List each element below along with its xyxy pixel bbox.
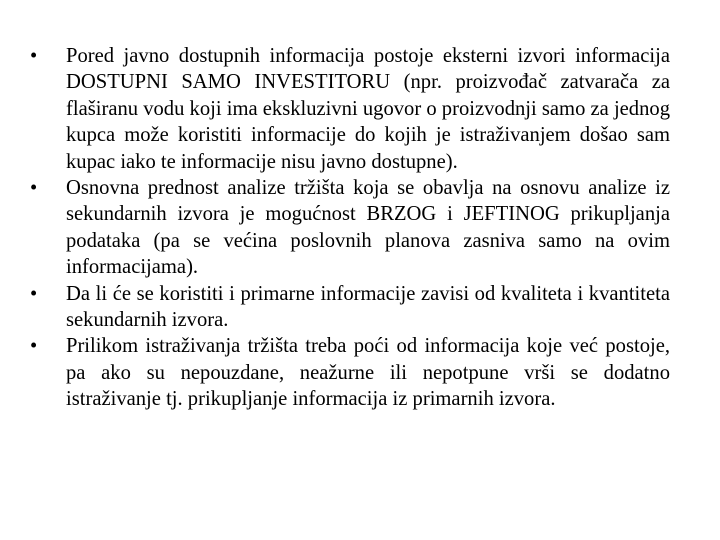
bullet-list: [30, 43, 670, 413]
bullet-item: [30, 175, 670, 281]
bullet-text: Da li će se koristiti i primarne informacije zavisi od kvaliteta i kvantiteta sekundarnih izvora.: [66, 282, 670, 332]
bullet-text: Osnovna prednost analize tržišta koja se obavlja na osnovu analize iz sekundarnih izvora je mogućnost BRZOG i JEFTINOG prikupljanja podataka (pa se većina poslovnih planova zasniva samo na ovim informacijama).: [66, 177, 670, 279]
bullet-icon: •: [30, 282, 38, 305]
bullet-item: [30, 281, 670, 334]
bullet-icon: •: [30, 335, 38, 358]
bullet-icon: •: [30, 177, 38, 200]
bullet-text: Prilikom istraživanja tržišta treba poći od informacija koje već postoje, pa ako su nepouzdane, neažurne ili nepotpune vrši se dodatno istraživanje tj. prikupljanje informacija iz primarnih izvora.: [66, 335, 670, 411]
bullet-item: [30, 333, 670, 412]
bullet-text: Pored javno dostupnih informacija postoje eksterni izvori informacija DOSTUPNI SAMO INVESTITORU (npr. proizvođač zatvarača za flaširanu vodu koji ima ekskluzivni ugovor o proizvodnji samo za jednog kupca može koristiti informacije do kojih je istraživanjem došao sam kupac iako te informacije nisu javno dostupne).: [66, 45, 670, 173]
bullet-item: [30, 43, 670, 175]
bullet-icon: •: [30, 45, 38, 67]
